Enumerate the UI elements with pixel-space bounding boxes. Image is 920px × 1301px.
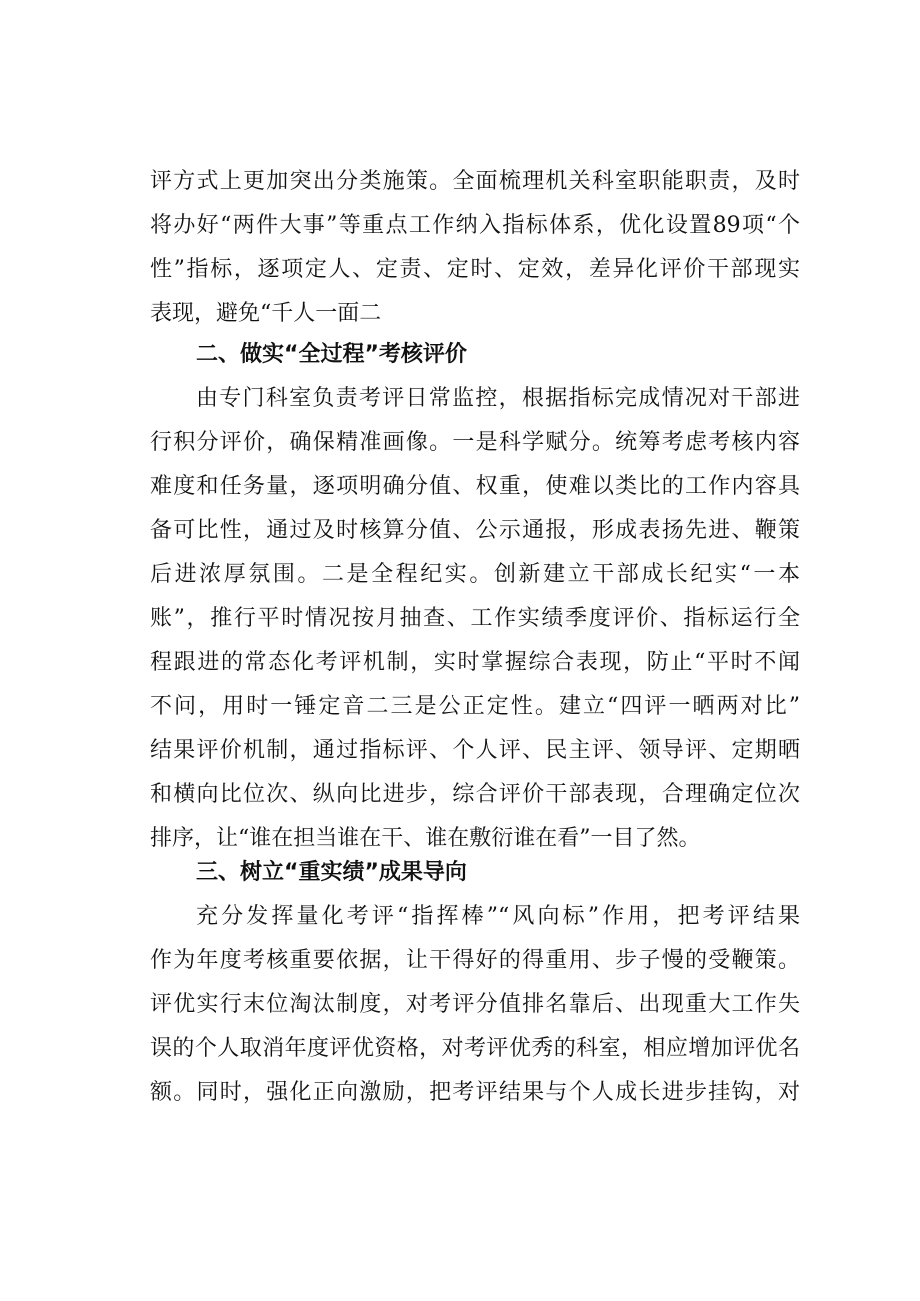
paragraph-line: 行积分评价，确保精准画像。一是科学赋分。统筹考虑考核内容 bbox=[150, 430, 800, 455]
paragraph-line: 程跟进的常态化考评机制，实时掌握综合表现，防止“平时不闻 bbox=[150, 650, 800, 675]
paragraph-line: 额。同时，强化正向激励，把考评结果与个人成长进步挂钩，对 bbox=[150, 1080, 800, 1105]
paragraph-line: 结果评价机制，通过指标评、个人评、民主评、领导评、定期晒 bbox=[150, 738, 800, 763]
paragraph-line: 误的个人取消年度评优资格，对考评优秀的科室，相应增加评优名 bbox=[150, 1036, 800, 1061]
paragraph-line: 评方式上更加突出分类施策。全面梳理机关科室职能职责，及时 bbox=[150, 169, 800, 194]
section-heading-2: 二、做实“全过程”考核评价 bbox=[196, 342, 467, 367]
paragraph-line: 充分发挥量化考评“指挥棒”“风向标”作用，把考评结果 bbox=[196, 904, 800, 929]
paragraph-line: 后进浓厚氛围。二是全程纪实。创新建立干部成长纪实“一本 bbox=[150, 562, 800, 587]
paragraph-line: 表现，避免“千人一面二 bbox=[150, 301, 382, 326]
paragraph-line: 不问，用时一锤定音二三是公正定性。建立“四评一晒两对比” bbox=[150, 694, 800, 719]
section-heading-3: 三、树立“重实绩”成果导向 bbox=[196, 860, 467, 885]
paragraph-line: 性”指标，逐项定人、定责、定时、定效，差异化评价干部现实 bbox=[150, 257, 800, 282]
paragraph-line: 备可比性，通过及时核算分值、公示通报，形成表扬先进、鞭策 bbox=[150, 518, 800, 543]
paragraph-line: 将办好“两件大事”等重点工作纳入指标体系，优化设置89项“个 bbox=[150, 213, 800, 238]
paragraph-line: 难度和任务量，逐项明确分值、权重，使难以类比的工作内容具 bbox=[150, 474, 800, 499]
paragraph-line: 和横向比位次、纵向比进步，综合评价干部表现，合理确定位次 bbox=[150, 782, 800, 807]
paragraph-line: 排序，让“谁在担当谁在干、谁在敷衍谁在看”一目了然。 bbox=[150, 826, 701, 851]
paragraph-line: 由专门科室负责考评日常监控，根据指标完成情况对干部进 bbox=[196, 386, 800, 411]
paragraph-line: 作为年度考核重要依据，让干得好的得重用、步子慢的受鞭策。 bbox=[150, 948, 800, 973]
paragraph-line: 账”，推行平时情况按月抽查、工作实绩季度评价、指标运行全 bbox=[150, 606, 800, 631]
paragraph-line: 评优实行末位淘汰制度，对考评分值排名靠后、出现重大工作失 bbox=[150, 992, 800, 1017]
